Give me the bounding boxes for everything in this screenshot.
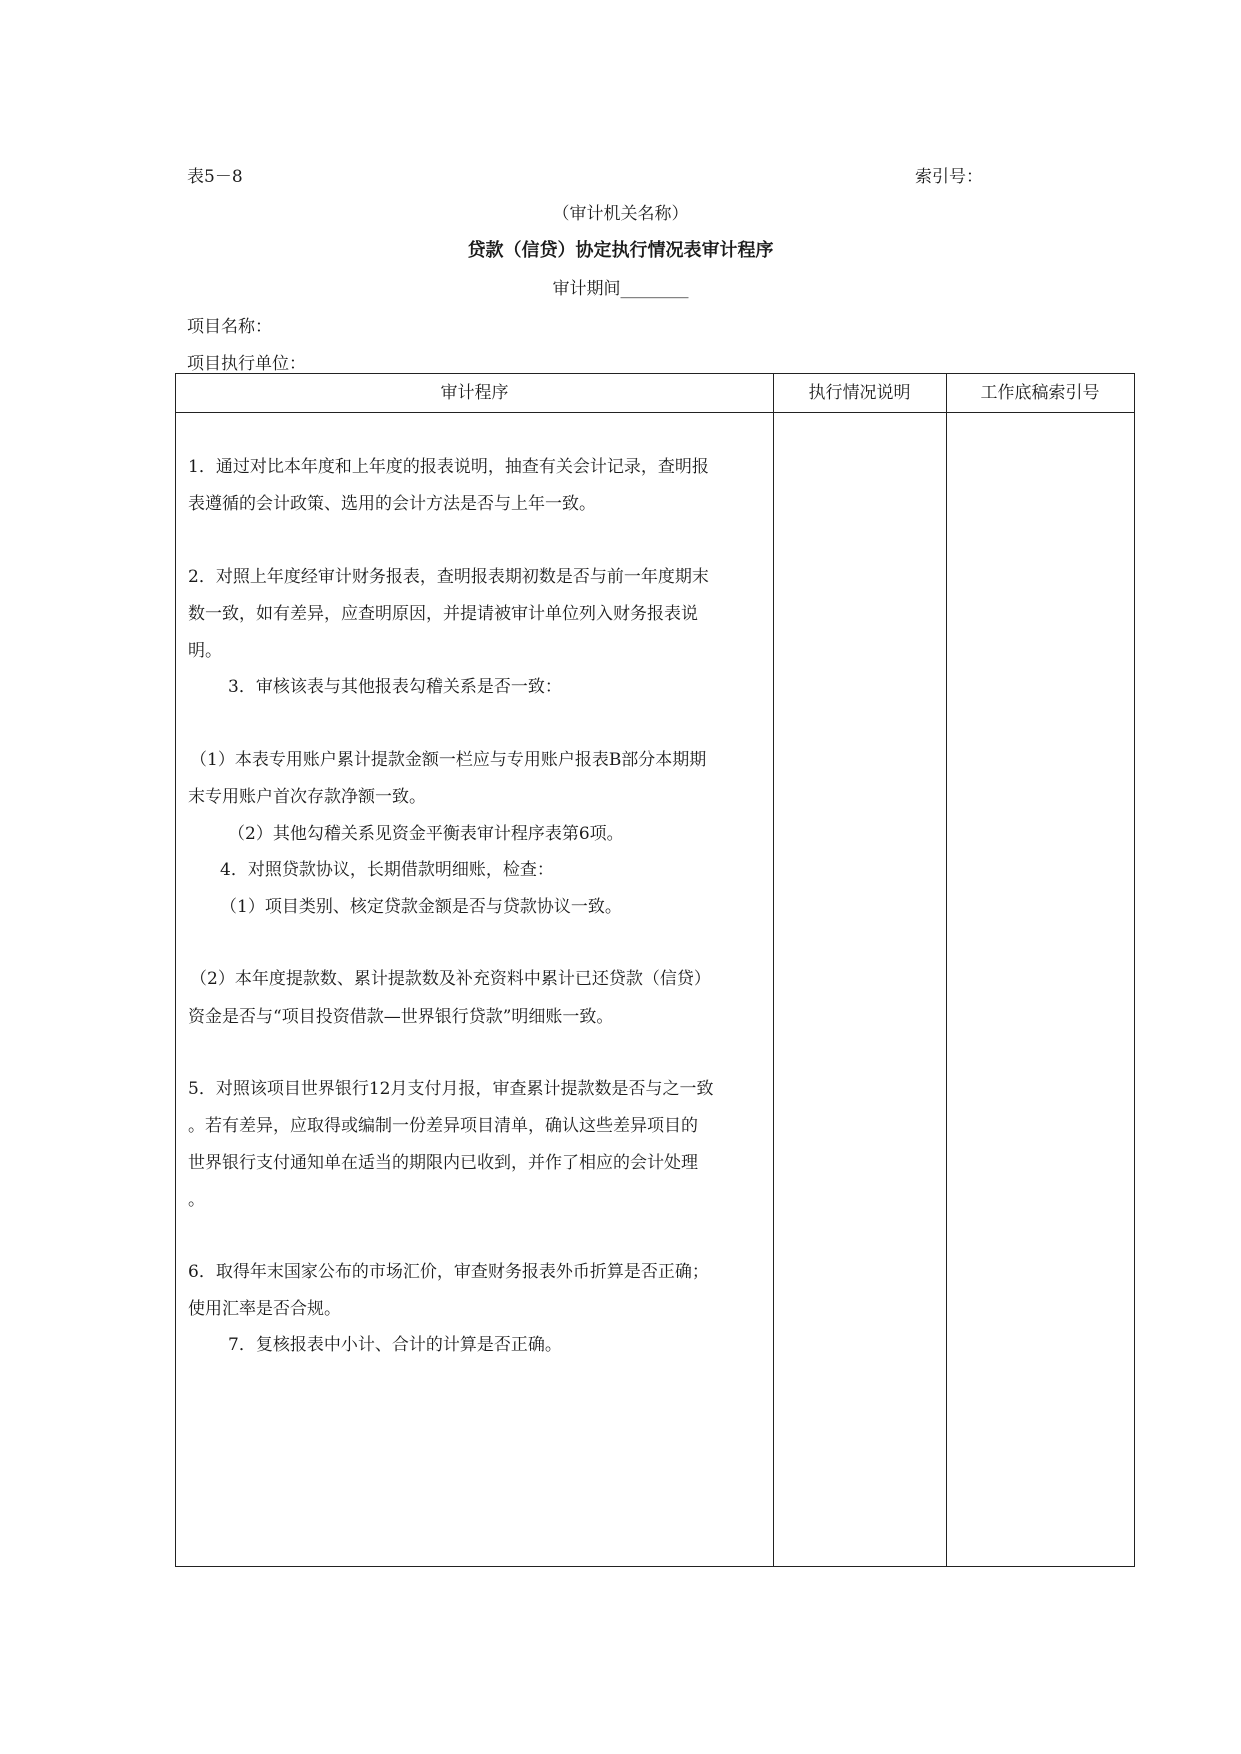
- procedure-line: 。若有差异，应取得或编制一份差异项目清单，确认这些差异项目的: [188, 1116, 698, 1136]
- procedure-line: 3．审核该表与其他报表勾稽关系是否一致：: [228, 677, 562, 697]
- procedure-line: （1）本表专用账户累计提款金额一栏应与专用账户报表B部分本期期: [190, 750, 707, 770]
- audit-procedure-table: [175, 373, 1135, 1567]
- header-divider: [176, 412, 1134, 413]
- procedure-line: 数一致，如有差异，应查明原因，并提请被审计单位列入财务报表说: [188, 604, 698, 624]
- document-title: 贷款（信贷）协定执行情况表审计程序: [467, 240, 774, 261]
- procedure-line: 世界银行支付通知单在适当的期限内已收到，并作了相应的会计处理: [188, 1153, 698, 1173]
- table-number: 表5－8: [187, 167, 243, 187]
- column-divider: [946, 374, 947, 1566]
- procedure-line: 7．复核报表中小计、合计的计算是否正确。: [228, 1335, 562, 1355]
- procedure-line: 表遵循的会计政策、选用的会计方法是否与上年一致。: [188, 494, 596, 514]
- procedure-line: 明。: [188, 641, 222, 661]
- procedure-line: 使用汇率是否合规。: [188, 1299, 341, 1319]
- procedure-line: 6．取得年末国家公布的市场汇价，审查财务报表外币折算是否正确；: [188, 1262, 709, 1282]
- procedure-line: 末专用账户首次存款净额一致。: [188, 787, 426, 807]
- column-divider: [773, 374, 774, 1566]
- project-name-label: 项目名称：: [187, 317, 272, 337]
- column-header-execution-notes: 执行情况说明: [808, 383, 911, 403]
- procedure-line: 2．对照上年度经审计财务报表，查明报表期初数是否与前一年度期末: [188, 567, 709, 587]
- procedure-line: 5．对照该项目世界银行12月支付月报，审查累计提款数是否与之一致: [188, 1079, 714, 1099]
- procedure-line: 1．通过对比本年度和上年度的报表说明，抽查有关会计记录，查明报: [188, 457, 709, 477]
- procedure-line: 。: [188, 1190, 205, 1210]
- procedure-line: （2）其他勾稽关系见资金平衡表审计程序表第6项。: [228, 824, 624, 844]
- procedure-line: （2）本年度提款数、累计提款数及补充资料中累计已还贷款（信贷）: [190, 969, 711, 989]
- project-unit-label: 项目执行单位：: [187, 354, 306, 374]
- column-header-workpaper-index: 工作底稿索引号: [980, 383, 1100, 403]
- procedure-line: 4．对照贷款协议，长期借款明细账，检查：: [220, 860, 554, 880]
- procedure-line: 资金是否与“项目投资借款—世界银行贷款”明细账一致。: [188, 1007, 614, 1027]
- audit-organization-name: （审计机关名称）: [552, 204, 689, 224]
- audit-period-label: 审计期间________: [552, 279, 689, 299]
- procedure-line: （1）项目类别、核定贷款金额是否与贷款协议一致。: [220, 897, 622, 917]
- index-number-label: 索引号：: [915, 167, 983, 187]
- column-header-procedure: 审计程序: [440, 383, 509, 403]
